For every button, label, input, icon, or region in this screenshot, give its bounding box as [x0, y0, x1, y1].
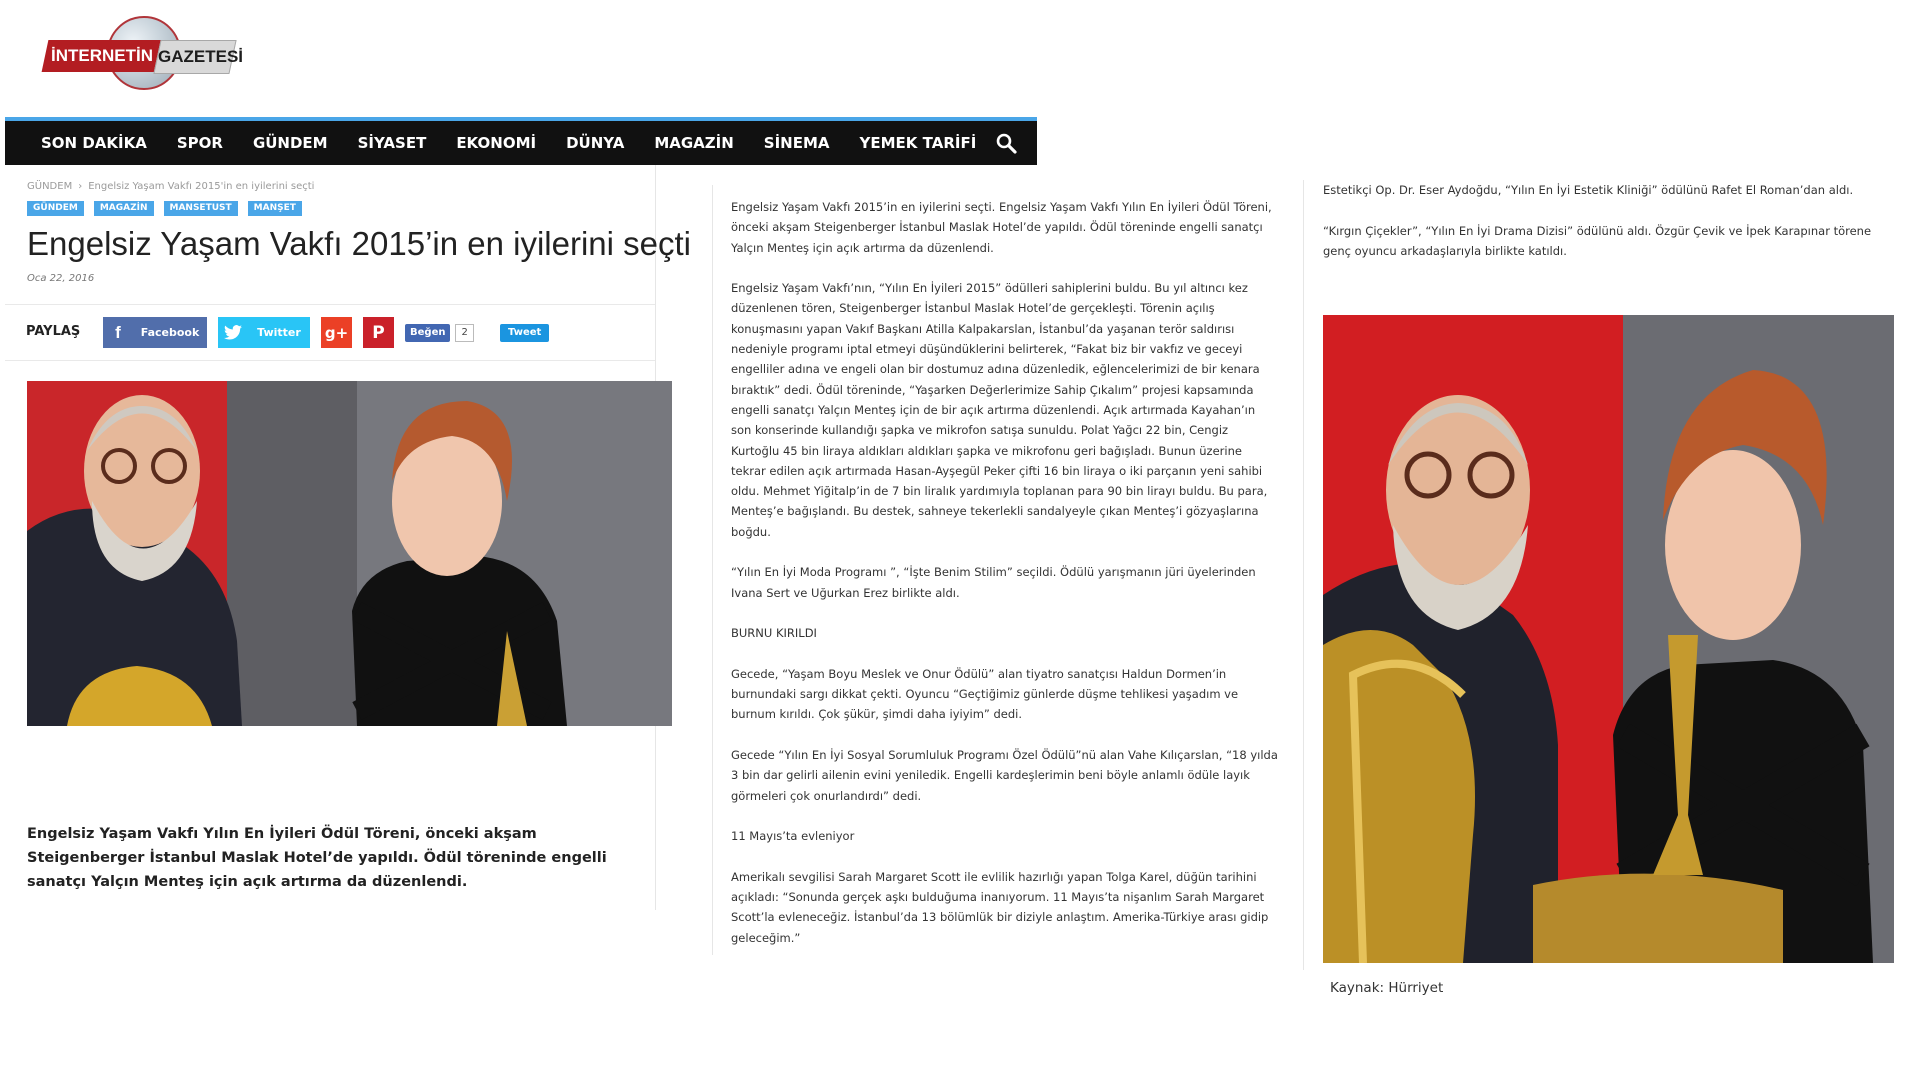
nav-item-yemek-tarifi[interactable]: YEMEK TARİFİ [859, 134, 977, 152]
breadcrumb-home[interactable]: GÜNDEM [27, 181, 73, 192]
search-icon[interactable] [995, 132, 1017, 154]
article-main [5, 165, 691, 910]
tag-mansetust[interactable]: MANSETUST [164, 201, 238, 216]
article-date: Oca 22, 2016 [27, 273, 95, 284]
body-subheading: BURNU KIRILDI [731, 626, 817, 641]
nav-item-dunya[interactable]: DÜNYA [566, 134, 625, 152]
breadcrumb-separator: › [78, 181, 83, 192]
share-bar [5, 304, 655, 361]
nav-item-ekonomi[interactable]: EKONOMİ [456, 134, 537, 152]
nav-item-sinema[interactable]: SİNEMA [763, 134, 830, 152]
body-paragraph: Amerikalı sevgilisi Sarah Margaret Scott ile evlilik hazırlığı yapan Tolga Karel, düğün tarihini açıkladı: “Sonunda gerçek aşkı bulduğuma inanıyorum. 11 Mayıs’ta nişanlım Sarah Margaret Scott’la evleneceğiz. İstanbul’da 13 bölümlük bir diziyle anlaştım. Amerika-Türkiye arası gidip geleceğim.” [731, 869, 1269, 945]
twitter-share-button[interactable] [218, 317, 310, 348]
nav-item-spor[interactable]: SPOR [176, 134, 223, 152]
body-paragraph: “Kırgın Çiçekler”, “Yılın En İyi Drama Dizisi” ödülünü aldı. Özgür Çevik ve İpek Karapınar törene genç oyuncu arkadaşlarıyla birlikte katıldı. [1323, 223, 1872, 258]
body-paragraph: Engelsiz Yaşam Vakfı’nın, “Yılın En İyileri 2015” ödülleri sahiplerini buldu. Bu yıl altıncı kez düzenlenen tören, Steigenberger İstanbul Maslak Hotel’de gerçekleşti. Törenin açılış konuşmasını yapan Vakıf Başkanı Atilla Kalpakarslan, İstanbul’da yaşanan terör saldırısı nedeniyle programı iptal etmeyi düşündüklerini belirterek, “Fakat biz bir vakfız ve geceyi engelliler adına ve engeli olan bir dostumuz adına düzenledik, eğlencelerimizi de bir kenara bıraktık” dedi. Ödül töreninde, “Yaşarken Değerlerimize Sahip Çıkalım” projesi kapsamında engelli sanatçı Yalçın Menteş için de bir açık artırma düzenlendi. Açık artırmada Kayahan’ın son konserinde kullandığı şapka ve mikrofon satışa sunuldu. Polat Yağcı 22 bin, Cengiz Kurtoğlu 45 bin liraya aldıkları aldıkları şapka ve mikrofonu geri bağışladı. Bunun üzerine tekrar edilen açık artırmada Hasan-Ayşegül Peker çifti 16 bin liraya o iki parçanın yeni sahibi oldu. Mehmet Yiğitalp’in de 7 bin liralık yardımıyla toplanan para 90 bin lirayı buldu. Bu para, Menteş’e bağışlandı. Bu destek, sahneye tekerlekli sandalyeyle çıkan Menteş’i gözyaşlarına boğdu. [731, 281, 1268, 539]
article-photo [27, 381, 672, 726]
google-plus-share-button[interactable] [321, 317, 352, 348]
body-paragraph: Estetikçi Op. Dr. Eser Aydoğdu, “Yılın En İyi Estetik Kliniği” ödülünü Rafet El Roman’dan aldı. [1323, 183, 1854, 197]
body-paragraph: Gecede “Yılın En İyi Sosyal Sorumluluk Programı Özel Ödülü”nü alan Vahe Kılıçarslan, “18 yılda 3 bin dar gelirli ailenin evini yeniledik. Engelli kardeşlerimin beni böyle anlamlı ödüle layık görmeleri çok onurlandırdı” dedi. [731, 748, 1278, 803]
google-plus-icon: g+ [324, 323, 349, 342]
body-subheading: 11 Mayıs’ta evleniyor [731, 829, 855, 844]
article-source: Kaynak: Hürriyet [1330, 980, 1444, 996]
logo-text-part2: GAZETESİ [153, 40, 236, 74]
facebook-share-label: Facebook [140, 326, 200, 339]
tag-magazin[interactable]: MAGAZİN [94, 201, 154, 216]
breadcrumb-current[interactable]: Engelsiz Yaşam Vakfı 2015'in en iyilerini seçti [88, 181, 315, 192]
like-button[interactable]: Beğen [405, 324, 450, 342]
article-title: Engelsiz Yaşam Vakfı 2015’in en iyilerini seçti [27, 225, 691, 262]
body-paragraph: “Yılın En İyi Moda Programı ”, “İşte Benim Stilim” seçildi. Ödülü yarışmanın jüri üyelerinden Ivana Sert ve Uğurkan Erez birlikte aldı. [731, 565, 1256, 600]
facebook-like-widget[interactable] [405, 324, 474, 342]
nav-item-gundem[interactable]: GÜNDEM [252, 134, 328, 152]
article-continued-column [1303, 180, 1894, 996]
main-nav [5, 117, 1037, 165]
tweet-button[interactable]: Tweet [500, 324, 549, 342]
nav-item-son-dakika[interactable]: SON DAKİKA [41, 134, 147, 152]
share-label: PAYLAŞ [26, 324, 81, 339]
article-body-column [712, 185, 1278, 955]
site-logo[interactable] [45, 16, 245, 88]
twitter-icon [218, 317, 248, 348]
article-lead: Engelsiz Yaşam Vakfı Yılın En İyileri Ödül Töreni, önceki akşam Steigenberger İstanbul Maslak Hotel’de yapıldı. Ödül töreninde engelli sanatçı Yalçın Menteş için açık artırma da düzenlendi. [27, 826, 607, 890]
twitter-share-label: Twitter [257, 326, 301, 339]
tag-gundem[interactable]: GÜNDEM [27, 201, 84, 216]
logo-text-part1: İNTERNETİN [42, 40, 163, 72]
like-count: 2 [455, 324, 473, 342]
facebook-icon: f [115, 322, 121, 342]
body-paragraph: Gecede, “Yaşam Boyu Meslek ve Onur Ödülü” alan tiyatro sanatçısı Haldun Dormen’in burnundaki sargı dikkat çekti. Oyuncu “Geçtiğimiz günlerde düşme tehlikesi yaşadım ve burnum kırıldı. Çok şükür, şimdi daha iyiyim” dedi. [731, 666, 1239, 722]
body-paragraph: Engelsiz Yaşam Vakfı 2015’in en iyilerini seçti. Engelsiz Yaşam Vakfı Yılın En İyileri Ödül Töreni, önceki akşam Steigenberger İstanbul Maslak Hotel’de yapıldı. Ödül töreninde engelli sanatçı Yalçın Menteş için açık artırma da düzenlendi. [731, 200, 1272, 255]
tag-list [27, 201, 312, 216]
tag-manset[interactable]: MANŞET [248, 201, 302, 216]
nav-item-magazin[interactable]: MAGAZİN [654, 134, 734, 152]
nav-item-siyaset[interactable]: SİYASET [357, 134, 427, 152]
article-photo-large [1323, 315, 1894, 963]
article-body [731, 197, 1279, 968]
pinterest-icon: P [372, 322, 385, 343]
facebook-share-button[interactable] [103, 317, 207, 348]
breadcrumb [27, 181, 314, 192]
article-body-continued [1323, 180, 1893, 281]
pinterest-share-button[interactable] [363, 317, 394, 348]
